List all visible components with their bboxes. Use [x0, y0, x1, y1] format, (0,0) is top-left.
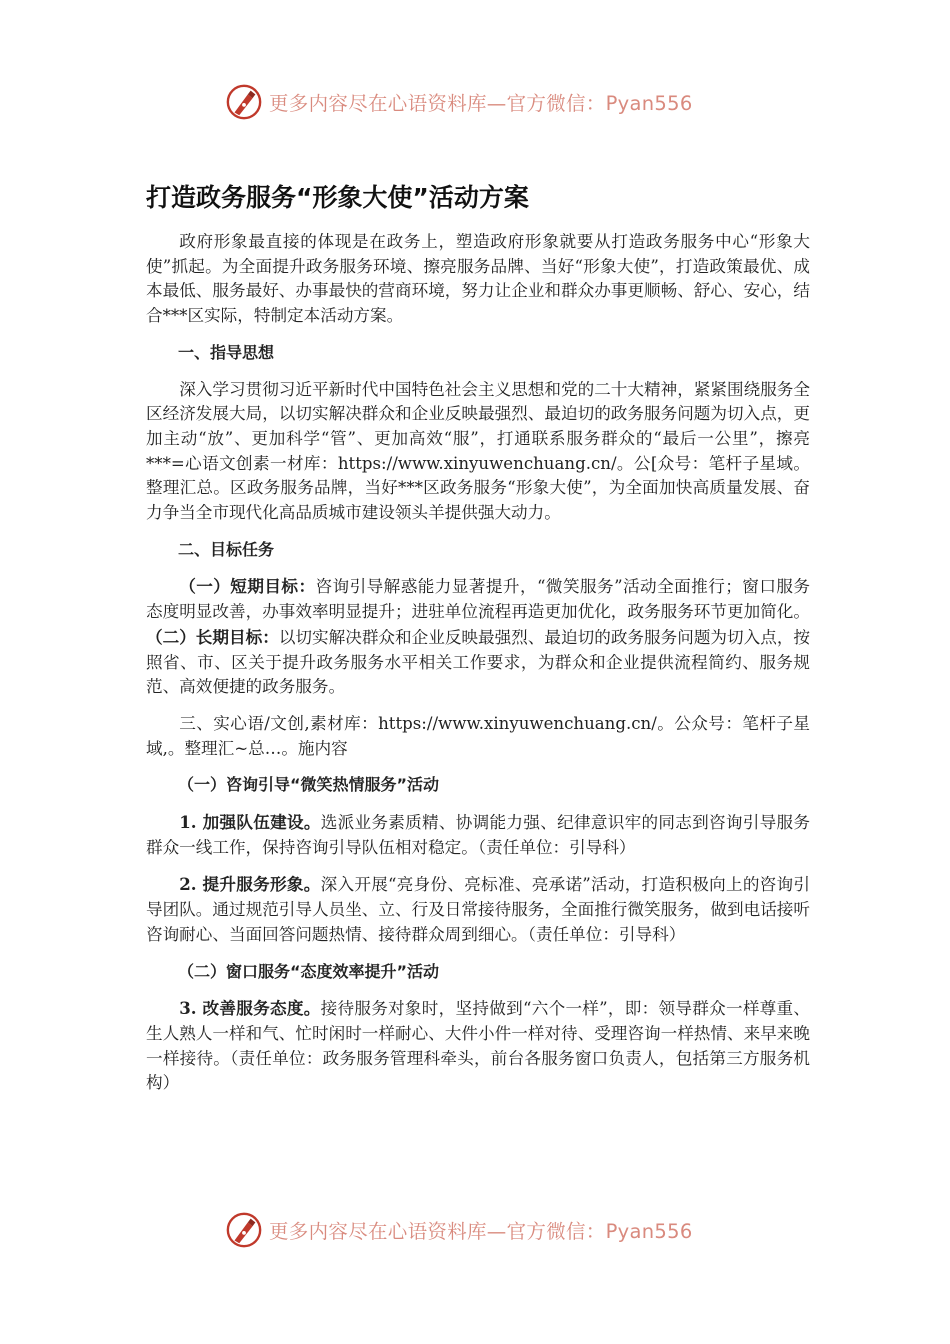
section-2-heading: 二、目标任务	[178, 539, 275, 559]
pen-nib-logo-icon	[225, 1211, 263, 1249]
intro-paragraph: 政府形象最直接的体现是在政务上，塑造政府形象就要从打造政务服务中心“形象大使”抓起。为全面提升政务服务环境、擦亮服务品牌、当好“形象大使”，打造政策最优、成本最低、服务最好、办事最快的营商环境，努力让企业和群众办事更顺畅、舒心、安心，结合***区实际，特制定本活动方案。	[146, 232, 810, 326]
item-1	[146, 810, 810, 860]
watermark-banner-bottom	[225, 1210, 745, 1250]
item-1-label: 1. 加强队伍建设。	[179, 812, 321, 833]
item-3-text: 接待服务对象时，坚持做到“六个一样”，即：领导群众一样尊重、生人熟人一样和气、忙时闲时一样耐心、大件小件一样对待、受理咨询一样热情、来早来晚一样接待。（责任单位：政务服务管理科牵头，前台各服务窗口负责人，包括第三方服务机构）	[146, 999, 811, 1093]
item-1-text: 选派业务素质精、协调能力强、纪律意识牢的同志到咨询引导服务群众一线工作，保持咨询引导队伍相对稳定。（责任单位：引导科）	[146, 813, 811, 857]
long-term-text: 以切实解决群众和企业反映最强烈、最迫切的政务服务问题为切入点，按照省、市、区关于提升政务服务水平相关工作要求，为群众和企业提供流程简约、服务规范、高效便捷的政务服务。	[146, 627, 811, 697]
watermark-text: 更多内容尽在心语资料库—官方微信：Pyan556	[269, 1220, 693, 1243]
section-3-line: 三、实心语/文创,素材库：https://www.xinyuwenchuang.cn/。公众号：笔杆子星域,。整理汇~总…。施内容	[146, 713, 810, 758]
item-2	[146, 872, 810, 947]
watermark-text: 更多内容尽在心语资料库—官方微信：Pyan556	[269, 92, 693, 115]
item-2-label: 2. 提升服务形象。	[179, 874, 321, 895]
short-term-label: （一）短期目标：	[179, 576, 316, 597]
pen-nib-logo-icon	[225, 83, 263, 121]
section-1-body: 深入学习贯彻习近平新时代中国特色社会主义思想和党的二十大精神，紧紧围绕服务全区经济发展大局，以切实解决群众和企业反映最强烈、最迫切的政务服务问题为切入点，更加主动“放”、更加科学“管”、更加高效“服”，打通联系服务群众的“最后一公里”，擦亮***=心语文创素一材库：https://www.xinyuwenchuang.cn/。公[众号：笔杆子星域。整理汇总。区政务服务品牌，当好***区政务服务“形象大使”，为全面加快高质量发展、奋力争当全市现代化高品质城市建设领头羊提供强大动力。	[146, 379, 810, 523]
subsection-1-heading: （一）咨询引导“微笑热情服务”活动	[178, 775, 440, 795]
section-2-body	[146, 574, 810, 700]
short-term-text: 咨询引导解惑能力显著提升，“微笑服务”活动全面推行；窗口服务态度明显改善，办事效率明显提升；进驻单位流程再造更加优化，政务服务环节更加简化。	[146, 577, 810, 622]
section-1-heading: 一、指导思想	[178, 342, 275, 362]
subsection-2-heading: （二）窗口服务“态度效率提升”活动	[178, 961, 440, 981]
watermark-banner-top	[225, 82, 745, 122]
long-term-label: （二）长期目标：	[146, 626, 279, 647]
item-3	[146, 996, 810, 1096]
item-2-text: 深入开展“亮身份、亮标准、亮承诺”活动，打造积极向上的咨询引导团队。通过规范引导人员坐、立、行及日常接待服务，全面推行微笑服务，做到电话接听咨询耐心、当面回答问题热情、接待群众周到细心。（责任单位：引导科）	[146, 875, 811, 944]
page-title: 打造政务服务“形象大使”活动方案	[146, 183, 529, 212]
item-3-label: 3. 改善服务态度。	[179, 998, 321, 1019]
document-body	[146, 230, 810, 1096]
